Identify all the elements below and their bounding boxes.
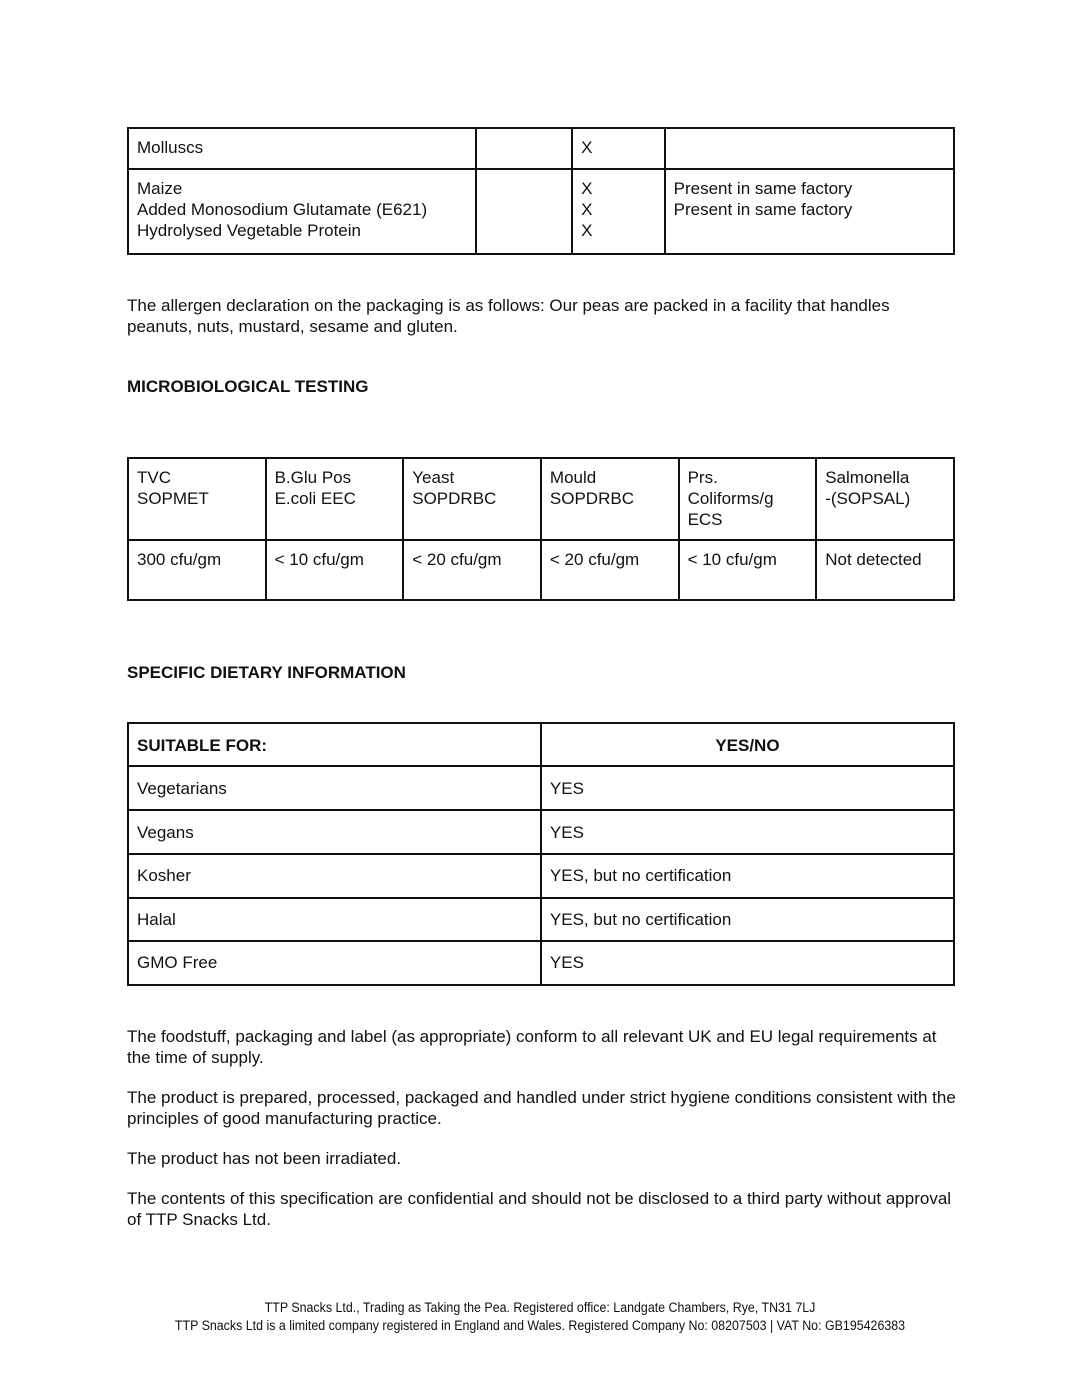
table-row (128, 898, 954, 941)
table-row (128, 540, 954, 600)
table-cell: YES (549, 953, 584, 972)
table-cell: < 20 cfu/gm (549, 550, 640, 569)
allergen-declaration: The allergen declaration on the packaging is as follows: Our peas are packed in a facility that handles peanuts, nuts, mustard, sesame and gluten. (127, 296, 890, 336)
statement-paragraph: The product has not been irradiated. (127, 1149, 402, 1168)
allergen-mark: X (581, 221, 593, 240)
table-cell: YES (549, 779, 584, 798)
column-header: Yeast (412, 468, 455, 487)
micro-table (127, 457, 955, 601)
table-header-row (128, 458, 954, 540)
column-header: -(SOPSAL) (825, 489, 911, 508)
column-header: E.coli EEC (274, 489, 356, 508)
column-header: YES/NO (715, 736, 780, 755)
table-cell: Halal (137, 910, 176, 929)
allergen-name: Hydrolysed Vegetable Protein (137, 221, 361, 240)
table-row (128, 941, 954, 985)
allergen-name: Maize (137, 179, 183, 198)
column-header: SOPMET (137, 489, 209, 508)
column-header: Mould (549, 468, 597, 487)
table-cell: 300 cfu/gm (137, 550, 222, 569)
allergen-note: Present in same factory (673, 200, 853, 219)
statement-paragraph: The product is prepared, processed, packaged and handled under strict hygiene conditions consistent with the principles of good manufacturing practice. (127, 1088, 956, 1128)
column-header: Coliforms/g (687, 489, 774, 508)
column-header: B.Glu Pos (274, 468, 352, 487)
table-cell: < 20 cfu/gm (412, 550, 502, 569)
table-cell: Vegans (137, 823, 194, 842)
allergen-note: Present in same factory (673, 179, 853, 198)
table-cell: Not detected (825, 550, 922, 569)
table-cell: < 10 cfu/gm (687, 550, 777, 569)
table-row (128, 810, 954, 854)
micro-heading: MICROBIOLOGICAL TESTING (127, 377, 369, 396)
footer-line: TTP Snacks Ltd is a limited company registered in England and Wales. Registered Company No: 08207503 | VAT No: GB195426383 (174, 1318, 906, 1333)
table-header-row (128, 723, 954, 766)
allergen-name: Added Monosodium Glutamate (E621) (137, 200, 428, 219)
allergen-mark: X (581, 179, 593, 198)
allergen-name: Molluscs (137, 138, 204, 157)
column-header: Prs. (687, 468, 718, 487)
column-header: SOPDRBC (412, 489, 497, 508)
table-cell: Vegetarians (137, 779, 227, 798)
allergen-mark: X (581, 200, 593, 219)
statement-paragraph: The contents of this specification are confidential and should not be disclosed to a third party without approval of TTP Snacks Ltd. (127, 1189, 952, 1229)
column-header: ECS (687, 510, 723, 529)
table-row (128, 854, 954, 898)
dietary-heading: SPECIFIC DIETARY INFORMATION (127, 663, 406, 682)
footer-line: TTP Snacks Ltd., Trading as Taking the Pea. Registered office: Landgate Chambers, Rye, TN31 7LJ (264, 1300, 816, 1315)
table-row (128, 128, 954, 169)
column-header: SUITABLE FOR: (137, 736, 268, 755)
table-cell: < 10 cfu/gm (274, 550, 364, 569)
table-row (128, 169, 954, 254)
statement-paragraph: The foodstuff, packaging and label (as appropriate) conform to all relevant UK and EU legal requirements at the time of supply. (127, 1027, 937, 1067)
column-header: TVC (137, 468, 171, 487)
dietary-table (127, 722, 955, 986)
column-header: SOPDRBC (549, 489, 634, 508)
table-cell: YES, but no certification (549, 910, 732, 929)
table-cell: GMO Free (137, 953, 218, 972)
allergen-mark: X (581, 138, 593, 157)
column-header: Salmonella (825, 468, 910, 487)
table-cell: Kosher (137, 866, 191, 885)
allergen-table (127, 127, 955, 255)
table-cell: YES (549, 823, 584, 842)
table-cell: YES, but no certification (549, 866, 732, 885)
table-row (128, 766, 954, 810)
